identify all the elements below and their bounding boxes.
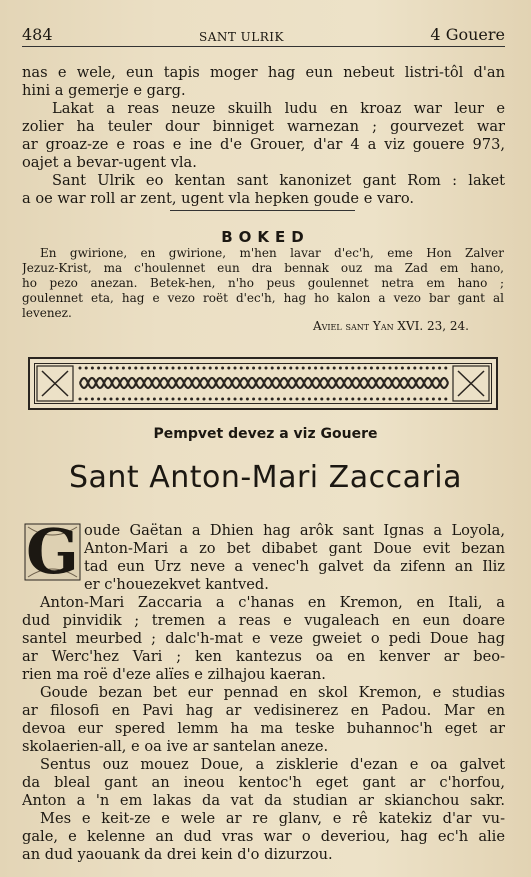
ornament-dot <box>302 367 305 370</box>
ornament-dot <box>382 367 385 370</box>
ornament-dot <box>215 398 218 401</box>
text-line: oude Gaëtan a Dhien hag arôk sant Ignas a Loyola, <box>84 522 505 539</box>
ornament-dot <box>258 398 261 401</box>
ornament-dot <box>420 367 423 370</box>
ornament-dot <box>413 367 416 370</box>
ornament-dot <box>283 398 286 401</box>
ornament-dot <box>296 367 299 370</box>
text-line: Anton-Mari a zo bet dibabet gant Doue evit bezan <box>84 540 505 557</box>
text-line: Anton-Mari Zaccaria a c'hanas en Kremon, en Itali, a <box>40 594 505 611</box>
ornament-dot <box>147 398 150 401</box>
ornament-dot <box>289 367 292 370</box>
ornament-dot <box>339 367 342 370</box>
ornament-dot <box>426 367 429 370</box>
ornament-dot <box>382 398 385 401</box>
ornament-dot <box>79 398 82 401</box>
ornament-dot <box>141 367 144 370</box>
ornament-dot <box>165 398 168 401</box>
ornament-dot <box>128 367 131 370</box>
ornament-dot <box>147 367 150 370</box>
ornament-dot <box>327 367 330 370</box>
text-line: gale, e kelenne an dud vras war o deveriou, hag ec'h alie <box>22 828 505 845</box>
ornament-dot <box>420 398 423 401</box>
quote-line: goulennet eta, hag e vezo roët d'ec'h, hag ho kalon a vezo bar gant al <box>22 291 504 305</box>
ornament-dot <box>364 398 367 401</box>
ornament-dot <box>407 398 410 401</box>
ornament-dot <box>215 367 218 370</box>
ornament-dot <box>432 398 435 401</box>
ornament-dot <box>246 367 249 370</box>
ornament-dot <box>252 367 255 370</box>
quote-line: En gwirione, en gwirione, m'hen lavar d'ec'h, eme Hon Zalver <box>40 246 504 260</box>
ornament-dot <box>221 398 224 401</box>
ornament-dot <box>110 398 113 401</box>
text-line: zolier ha teuler dour binniget warnezan ; gourvezet war <box>22 118 505 135</box>
ornament-dot <box>103 367 106 370</box>
ornament-dot <box>178 367 181 370</box>
ornament-dot <box>141 398 144 401</box>
ornament-dot <box>370 367 373 370</box>
ornament-dot <box>91 398 94 401</box>
drop-cap-letter: G <box>26 515 79 588</box>
header-month: 4 Gouere <box>430 25 505 44</box>
ornament-dot <box>227 367 230 370</box>
ornament-dot <box>314 398 317 401</box>
ornament-dot <box>196 398 199 401</box>
intro-text <box>22 64 505 208</box>
ornament-dot <box>308 398 311 401</box>
ornament-dot <box>320 398 323 401</box>
ornament-dot <box>209 367 212 370</box>
text-line: er c'houezekvet kantved. <box>84 576 269 593</box>
ornament-dot <box>153 367 156 370</box>
text-line: Lakat a reas neuze skuilh ludu en kroaz war leur e <box>52 100 505 117</box>
text-line: Sentus ouz mouez Doue, a zisklerie d'ezan e oa galvet <box>40 756 505 773</box>
ornament-dot <box>376 398 379 401</box>
ornament-dot <box>258 367 261 370</box>
text-line: hini a gemerje e garg. <box>22 82 186 99</box>
text-line: oajet a bevar-ugent vla. <box>22 154 197 171</box>
ornament-dot <box>277 367 280 370</box>
ornament-dot <box>444 367 447 370</box>
ornament-dot <box>79 367 82 370</box>
ornament-dot <box>364 367 367 370</box>
ornament-dot <box>389 367 392 370</box>
ornament-dot <box>184 398 187 401</box>
ornament-dot <box>333 367 336 370</box>
ornament-dot <box>345 398 348 401</box>
page-number: 484 <box>22 25 53 44</box>
text-line: ar filosofi en Pavi hag ar vedisinerez en Padou. Mar en <box>22 702 505 719</box>
ornament-pattern <box>30 359 496 408</box>
ornament-dot <box>401 398 404 401</box>
ornament-dot <box>85 398 88 401</box>
ornament-dot <box>283 367 286 370</box>
boked-title: BOKED <box>221 228 310 246</box>
ornament-dot <box>296 398 299 401</box>
ornament-dot <box>395 398 398 401</box>
ornament-dot <box>252 398 255 401</box>
ornament-dot <box>308 367 311 370</box>
ornament-dot <box>407 367 410 370</box>
ornament-dot <box>358 398 361 401</box>
ornament-dot <box>85 367 88 370</box>
text-line: da bleal gant an ineou kentoc'h eget gant ar c'horfou, <box>22 774 505 791</box>
text-line: an dud yaouank da drei kein d'o dizurzou. <box>22 846 333 863</box>
text-line: nas e wele, eun tapis moger hag eun nebeut listri-tôl d'an <box>22 64 505 81</box>
text-line: tad eun Urz neve a venec'h galvet da zifenn an Iliz <box>84 558 505 575</box>
text-line: rien ma roë d'eze alïes e zilhajou kaeran. <box>22 666 326 683</box>
ornament-dot <box>203 367 206 370</box>
ornament-dot <box>339 398 342 401</box>
ornament-dot <box>345 367 348 370</box>
text-line: skolaerien-all, e oa ive ar santelan aneze. <box>22 738 329 755</box>
ornament-dot <box>234 398 237 401</box>
ornament-dot <box>351 367 354 370</box>
ornament-dot <box>116 398 119 401</box>
ornament-dot <box>227 398 230 401</box>
text-line: Goude bezan bet eur pennad en skol Kremon, e studias <box>40 684 505 701</box>
header-rule <box>22 46 505 47</box>
ornament-dot <box>116 367 119 370</box>
text-line: ar groaz-ze e roas e ine d'e Grouer, d'ar 4 a viz gouere 973, <box>22 136 505 153</box>
ornament-dot <box>172 398 175 401</box>
ornament-dot <box>153 398 156 401</box>
ornament-dot <box>358 367 361 370</box>
ornament-dot <box>413 398 416 401</box>
ornament-dot <box>432 367 435 370</box>
ornament-dot <box>376 367 379 370</box>
ornament-dot <box>265 367 268 370</box>
ornament-dot <box>159 367 162 370</box>
ornament-dot <box>190 398 193 401</box>
ornament-dot <box>134 398 137 401</box>
ornament-dot <box>110 367 113 370</box>
ornament-dot <box>91 367 94 370</box>
text-line: a oe war roll ar zent, ugent vla hepken goude e varo. <box>22 190 415 207</box>
ornament-dot <box>122 367 125 370</box>
ornament-dot <box>271 398 274 401</box>
ornament-dot <box>172 367 175 370</box>
ornament-dot <box>178 398 181 401</box>
saint-biography <box>22 522 505 864</box>
quote-reference: Aviel sant Yan XVI. 23, 24. <box>312 319 469 333</box>
ornament-dot <box>246 398 249 401</box>
ornament-dot <box>184 367 187 370</box>
text-line: Mes e keit-ze e wele ar re glanv, e rê katekiz d'ar vu- <box>40 810 505 827</box>
quote-line: Jezuz-Krist, ma c'houlennet eun dra bennak ouz ma Zad em hano, <box>22 261 504 275</box>
ornament-dot <box>122 398 125 401</box>
text-line: dud pinvidik ; tremen a reas e vugaleach en eun doare <box>22 612 505 629</box>
page-header <box>22 22 505 44</box>
ornament-dot <box>320 367 323 370</box>
ornament-dot <box>314 367 317 370</box>
ornament-dot <box>302 398 305 401</box>
ornament-dot <box>209 398 212 401</box>
ornament-dot <box>221 367 224 370</box>
ornament-dot <box>327 398 330 401</box>
ornament-dot <box>426 398 429 401</box>
ornament-dot <box>395 367 398 370</box>
boked-quote <box>22 246 504 321</box>
quote-line: ho pezo anezan. Betek-hen, n'ho peus goulennet netra em hano ; <box>22 276 504 290</box>
saint-title: Sant Anton-Mari Zaccaria <box>68 460 463 495</box>
ornament-dot <box>444 398 447 401</box>
ornament-dot <box>438 398 441 401</box>
ornament-dot <box>159 398 162 401</box>
quote-line: levenez. <box>22 306 72 320</box>
ornament-dot <box>370 398 373 401</box>
ornament-dot <box>401 367 404 370</box>
ornament-dot <box>351 398 354 401</box>
ornament-dot <box>240 367 243 370</box>
running-title: SANT ULRIK <box>198 30 284 44</box>
ornament-dot <box>97 398 100 401</box>
ornament-dot <box>240 398 243 401</box>
text-line: Anton a 'n em lakas da vat da studian ar skianchou sakr. <box>22 792 505 809</box>
ornament-dot <box>234 367 237 370</box>
ornament-dot <box>190 367 193 370</box>
ornament-dot <box>438 367 441 370</box>
text-line: ar Werc'hez Vari ; ken kantezus oa en kenver ar beo- <box>22 648 505 665</box>
ornament-dot <box>277 398 280 401</box>
ornament-dot <box>271 367 274 370</box>
ornament-dot <box>128 398 131 401</box>
section-subtitle: Pempvet devez a viz Gouere <box>153 426 378 442</box>
ornament-dot <box>97 367 100 370</box>
ornament-dot <box>196 367 199 370</box>
ornament-dot <box>265 398 268 401</box>
ornament-dot <box>333 398 336 401</box>
ornament-dot <box>165 367 168 370</box>
ornament-dot <box>134 367 137 370</box>
ornamental-banner <box>28 357 498 410</box>
ornament-dot <box>103 398 106 401</box>
ornament-dot <box>289 398 292 401</box>
text-line: Sant Ulrik eo kentan sant kanonizet gant Rom : laket <box>52 172 505 189</box>
ornament-dot <box>389 398 392 401</box>
text-line: santel meurbed ; dalc'h-mat e veze gweiet o pedi Doue hag <box>22 630 505 647</box>
text-line: devoa eur spered lemm ha ma teske buhannoc'h eget ar <box>22 720 505 737</box>
section-divider <box>170 210 355 211</box>
ornament-dot <box>203 398 206 401</box>
